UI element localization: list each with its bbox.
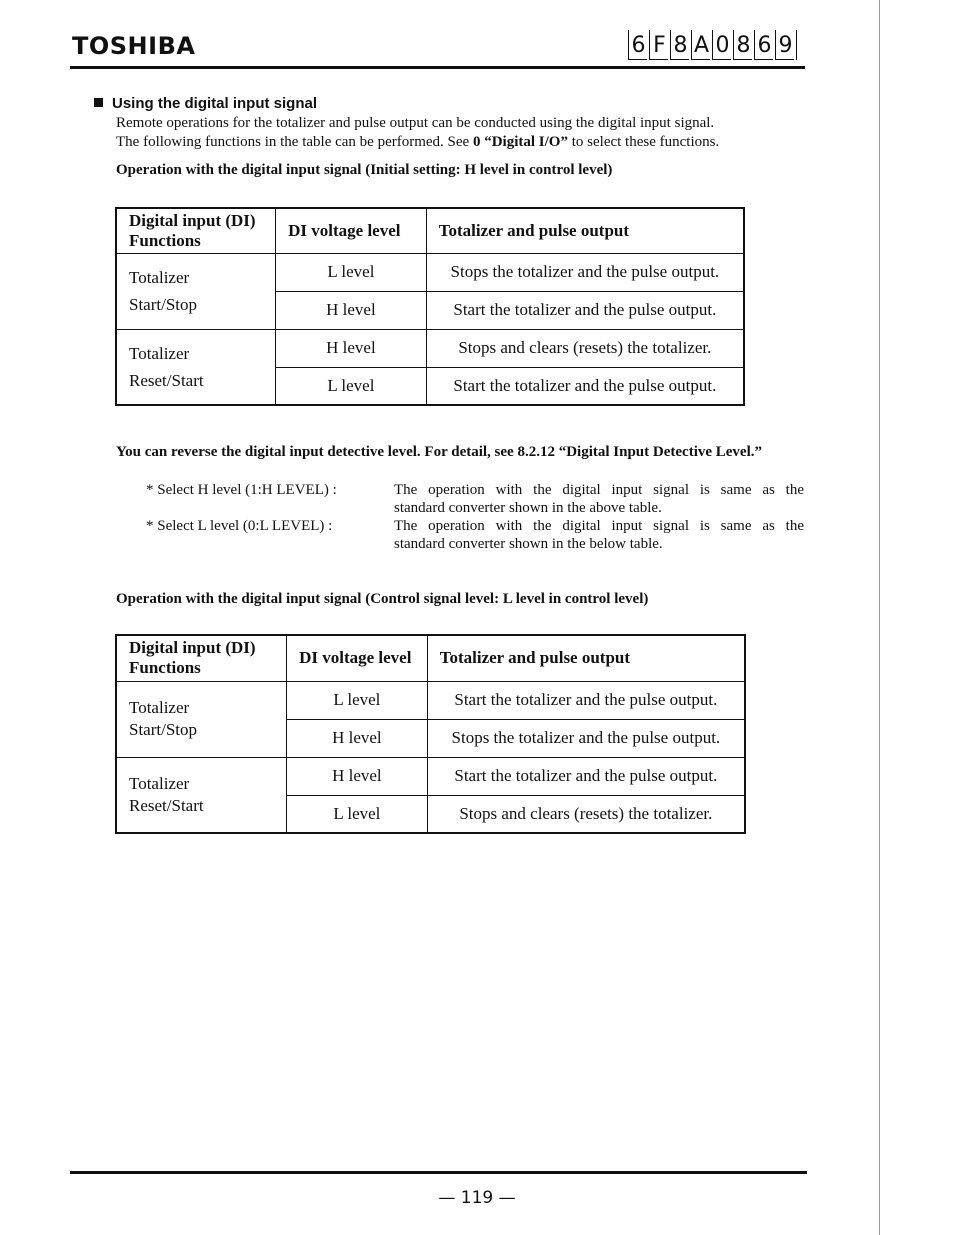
output-cell: Start the totalizer and the pulse output. [427, 681, 745, 719]
table1-header-output: Totalizer and pulse output [426, 208, 744, 253]
table2-function-reset-start [116, 757, 287, 833]
select-h-label: * Select H level (1:H LEVEL) : [146, 482, 337, 498]
intro-line-2-post: to select these functions. [567, 134, 720, 150]
document-number [628, 30, 806, 60]
table2-header-functions-line1: Digital input (DI) [129, 638, 256, 658]
select-h-desc-line1: The operation with the digital input signal is same as the [394, 482, 804, 498]
table2-header-functions-line2: Functions [129, 658, 201, 678]
doc-number-char: 8 [673, 33, 688, 58]
function-label-line2: Start/Stop [129, 295, 198, 314]
table1-function-reset-start [116, 329, 276, 405]
doc-number-char: 6 [757, 33, 772, 58]
function-label-line1: Totalizer [129, 698, 190, 717]
table2 [115, 634, 746, 834]
function-label-line1: Totalizer [129, 343, 190, 363]
voltage-level-cell: L level [287, 795, 428, 833]
output-cell: Start the totalizer and the pulse output. [426, 291, 744, 329]
footer-rule [70, 1171, 807, 1174]
bullet-square-icon [94, 98, 103, 107]
output-cell: Stops the totalizer and the pulse output. [427, 719, 745, 757]
header-rule [70, 66, 805, 69]
intro-line-2-pre: The following functions in the table can be performed. See [116, 134, 473, 150]
table1-header-voltage: DI voltage level [276, 208, 427, 253]
table2-header-output: Totalizer and pulse output [427, 635, 745, 681]
table2-function-start-stop [116, 681, 287, 757]
output-cell: Stops the totalizer and the pulse output. [426, 253, 744, 291]
voltage-level-cell: L level [287, 681, 428, 719]
voltage-level-cell: H level [276, 329, 427, 367]
function-label-line1: Totalizer [129, 773, 190, 793]
intro-paragraph [116, 114, 804, 180]
voltage-level-cell: H level [287, 757, 428, 795]
output-cell: Start the totalizer and the pulse output. [426, 367, 744, 405]
page-number: — 119 — [438, 1188, 516, 1208]
select-l-label: * Select L level (0:L LEVEL) : [146, 518, 333, 534]
voltage-level-cell: H level [287, 719, 428, 757]
table1-header-functions-line2: Functions [129, 230, 201, 250]
doc-number-char: 0 [715, 33, 730, 58]
table-row [116, 757, 745, 795]
section-title-text: Using the digital input signal [112, 95, 317, 112]
reverse-level-note: You can reverse the digital input detective level. For detail, see 8.2.12 “Digital Input Detective Level.” [116, 444, 763, 460]
table2-header-functions [116, 635, 287, 681]
doc-number-char: 8 [736, 33, 751, 58]
output-cell: Stops and clears (resets) the totalizer. [427, 795, 745, 833]
voltage-level-cell: L level [276, 367, 427, 405]
intro-line-2 [116, 133, 804, 152]
digital-io-reference: 0 “Digital I/O” [472, 134, 568, 150]
table1 [115, 207, 745, 406]
table1-header-functions [116, 208, 276, 253]
doc-number-end-tick [796, 30, 797, 60]
table2-caption: Operation with the digital input signal (Control signal level: L level in control level) [116, 591, 649, 607]
table2-header-voltage: DI voltage level [287, 635, 428, 681]
doc-number-char: A [693, 33, 710, 58]
table-row [116, 681, 745, 719]
select-l-description [394, 517, 804, 553]
table-row [116, 253, 744, 291]
intro-line-1: Remote operations for the totalizer and pulse output can be conducted using the digital input signal. [116, 115, 715, 131]
page-edge-line [879, 0, 880, 1235]
table1-caption: Operation with the digital input signal (Initial setting: H level in control level) [116, 162, 613, 178]
function-label-line2: Start/Stop [129, 720, 198, 739]
table2-header-row [116, 635, 745, 681]
select-h-description [394, 481, 804, 517]
select-l-desc-line2: standard converter shown in the below table. [394, 536, 663, 552]
voltage-level-cell: L level [276, 253, 427, 291]
doc-number-char: 6 [631, 33, 646, 58]
section-title [94, 95, 317, 112]
function-label-line2: Reset/Start [129, 370, 204, 390]
doc-number-char: F [653, 33, 666, 58]
toshiba-logo: TOSHIBA [72, 32, 196, 60]
select-h-desc-line2: standard converter shown in the above table. [394, 500, 662, 516]
table-row [116, 329, 744, 367]
table1-header-row [116, 208, 744, 253]
doc-number-char: 9 [778, 33, 793, 58]
table1-function-start-stop [116, 253, 276, 329]
function-label-line1: Totalizer [129, 268, 190, 287]
output-cell: Stops and clears (resets) the totalizer. [426, 329, 744, 367]
function-label-line2: Reset/Start [129, 795, 204, 815]
select-l-desc-line1: The operation with the digital input signal is same as the [394, 518, 804, 534]
voltage-level-cell: H level [276, 291, 427, 329]
output-cell: Start the totalizer and the pulse output. [427, 757, 745, 795]
table1-header-functions-line1: Digital input (DI) [129, 210, 256, 230]
